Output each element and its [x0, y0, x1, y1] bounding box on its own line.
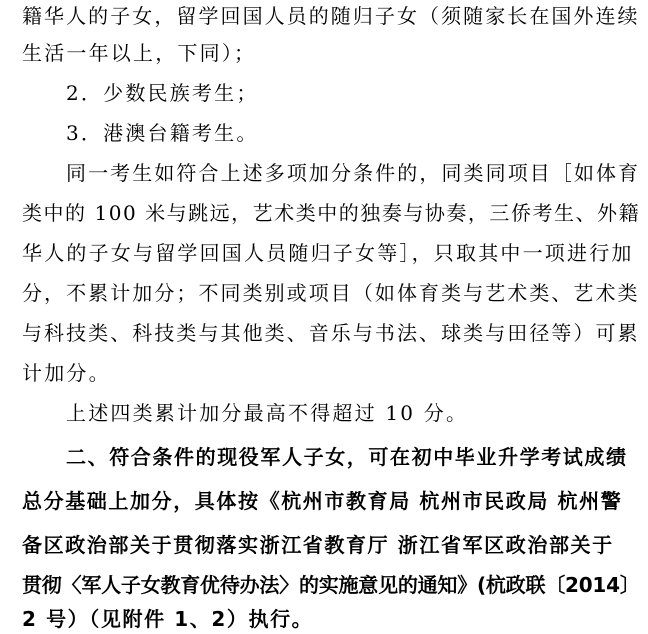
paragraph-start: 同一考生如符合上述多项加分条件的，同类同项目［如体育	[66, 161, 641, 185]
text-line: 分，不累计加分；不同类别或项目（如体育类与艺术类、艺术类	[22, 281, 640, 305]
text-line: 籍华人的子女，留学回国人员的随归子女（须随家长在国外连续	[22, 4, 640, 28]
list-item: 2．少数民族考生；	[66, 81, 259, 105]
text-line: 与科技类、科技类与其他类、音乐与书法、球类与田径等）可累	[22, 321, 640, 345]
text-line: 华人的子女与留学回国人员随归子女等］，只取其中一项进行加	[22, 241, 634, 265]
text-line: 生活一年以上，下同）；	[22, 41, 257, 65]
section-heading: 二、符合条件的现役军人子女，可在初中毕业升学考试成绩	[66, 445, 628, 469]
bold-text-line: 备区政治部关于贯彻落实浙江省教育厅 浙江省军区政治部关于	[22, 533, 614, 557]
bold-text-line: 总分基础上加分，具体按《杭州市教育局 杭州市民政局 杭州警	[22, 489, 623, 513]
bold-text-line: 贯彻〈军人子女教育优待办法〉的实施意见的通知》(杭政联〔2014〕	[22, 573, 640, 597]
text-line: 计加分。	[22, 361, 111, 385]
list-item: 3．港澳台籍考生。	[66, 121, 259, 145]
paragraph-start: 上述四类累计加分最高不得超过 10 分。	[66, 401, 469, 425]
text-line: 类中的 100 米与跳远，艺术类中的独奏与协奏，三侨考生、外籍	[22, 201, 641, 225]
bold-text-line: 2 号）（见附件 1、2）执行。	[22, 607, 314, 631]
